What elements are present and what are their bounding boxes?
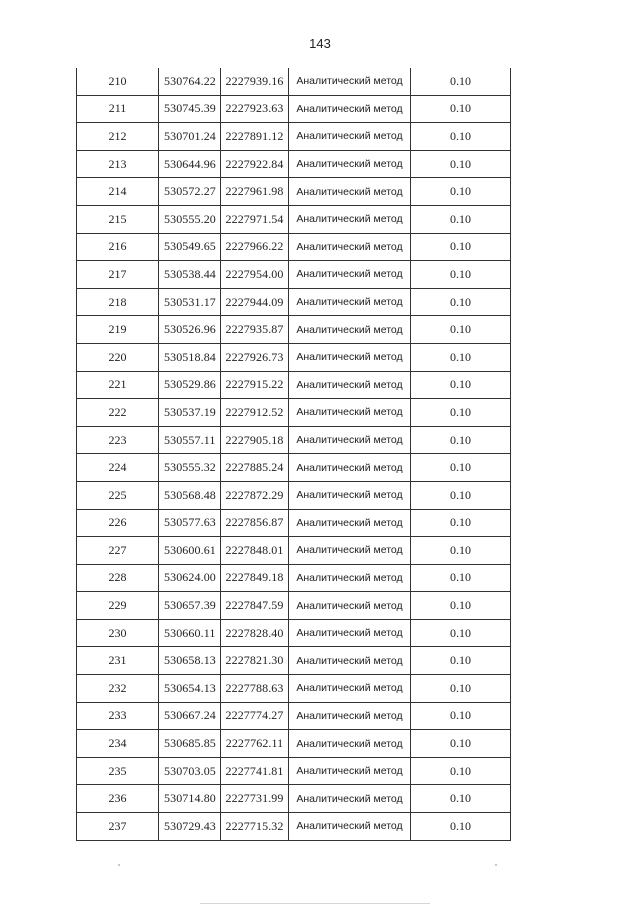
precision-cell: 0.10 — [411, 205, 511, 233]
y-coordinate-cell: 2227939.16 — [221, 68, 289, 95]
table-row — [77, 537, 511, 565]
point-number-cell: 226 — [77, 509, 159, 537]
y-coordinate-cell: 2227872.29 — [221, 481, 289, 509]
x-coordinate-cell: 530557.11 — [159, 426, 221, 454]
y-coordinate-cell: 2227847.59 — [221, 592, 289, 620]
method-cell: Аналитический метод — [289, 730, 411, 758]
precision-cell: 0.10 — [411, 399, 511, 427]
x-coordinate-cell: 530685.85 — [159, 730, 221, 758]
y-coordinate-cell: 2227762.11 — [221, 730, 289, 758]
method-cell: Аналитический метод — [289, 592, 411, 620]
y-coordinate-cell: 2227944.09 — [221, 288, 289, 316]
x-coordinate-cell: 530701.24 — [159, 123, 221, 151]
method-cell: Аналитический метод — [289, 647, 411, 675]
precision-cell: 0.10 — [411, 233, 511, 261]
table-row — [77, 619, 511, 647]
y-coordinate-cell: 2227885.24 — [221, 454, 289, 482]
point-number-cell: 210 — [77, 68, 159, 95]
table-row — [77, 233, 511, 261]
point-number-cell: 229 — [77, 592, 159, 620]
method-cell: Аналитический метод — [289, 123, 411, 151]
scan-artifact-dot — [118, 864, 120, 866]
x-coordinate-cell: 530654.13 — [159, 675, 221, 703]
table-row — [77, 371, 511, 399]
table-row — [77, 509, 511, 537]
point-number-cell: 224 — [77, 454, 159, 482]
table-row — [77, 730, 511, 758]
y-coordinate-cell: 2227935.87 — [221, 316, 289, 344]
point-number-cell: 232 — [77, 675, 159, 703]
point-number-cell: 236 — [77, 785, 159, 813]
x-coordinate-cell: 530703.05 — [159, 757, 221, 785]
y-coordinate-cell: 2227922.84 — [221, 150, 289, 178]
table-row — [77, 813, 511, 841]
x-coordinate-cell: 530657.39 — [159, 592, 221, 620]
precision-cell: 0.10 — [411, 68, 511, 95]
method-cell: Аналитический метод — [289, 509, 411, 537]
y-coordinate-cell: 2227926.73 — [221, 343, 289, 371]
method-cell: Аналитический метод — [289, 95, 411, 123]
precision-cell: 0.10 — [411, 343, 511, 371]
y-coordinate-cell: 2227891.12 — [221, 123, 289, 151]
x-coordinate-cell: 530555.20 — [159, 205, 221, 233]
precision-cell: 0.10 — [411, 509, 511, 537]
precision-cell: 0.10 — [411, 481, 511, 509]
method-cell: Аналитический метод — [289, 233, 411, 261]
precision-cell: 0.10 — [411, 537, 511, 565]
method-cell: Аналитический метод — [289, 205, 411, 233]
precision-cell: 0.10 — [411, 261, 511, 289]
y-coordinate-cell: 2227905.18 — [221, 426, 289, 454]
x-coordinate-cell: 530526.96 — [159, 316, 221, 344]
precision-cell: 0.10 — [411, 675, 511, 703]
x-coordinate-cell: 530537.19 — [159, 399, 221, 427]
table-row — [77, 454, 511, 482]
precision-cell: 0.10 — [411, 813, 511, 841]
table-row — [77, 150, 511, 178]
method-cell: Аналитический метод — [289, 454, 411, 482]
y-coordinate-cell: 2227848.01 — [221, 537, 289, 565]
precision-cell: 0.10 — [411, 564, 511, 592]
x-coordinate-cell: 530568.48 — [159, 481, 221, 509]
table-row — [77, 95, 511, 123]
y-coordinate-cell: 2227971.54 — [221, 205, 289, 233]
coordinates-table — [76, 68, 511, 841]
precision-cell: 0.10 — [411, 371, 511, 399]
precision-cell: 0.10 — [411, 647, 511, 675]
table-row — [77, 316, 511, 344]
point-number-cell: 231 — [77, 647, 159, 675]
method-cell: Аналитический метод — [289, 426, 411, 454]
table-row — [77, 288, 511, 316]
table-row — [77, 261, 511, 289]
x-coordinate-cell: 530667.24 — [159, 702, 221, 730]
y-coordinate-cell: 2227788.63 — [221, 675, 289, 703]
method-cell: Аналитический метод — [289, 399, 411, 427]
coordinates-table-body — [77, 68, 511, 840]
point-number-cell: 213 — [77, 150, 159, 178]
page-number: 143 — [309, 36, 331, 51]
point-number-cell: 219 — [77, 316, 159, 344]
method-cell: Аналитический метод — [289, 619, 411, 647]
table-row — [77, 785, 511, 813]
precision-cell: 0.10 — [411, 619, 511, 647]
table-row — [77, 757, 511, 785]
precision-cell: 0.10 — [411, 288, 511, 316]
precision-cell: 0.10 — [411, 592, 511, 620]
table-row — [77, 481, 511, 509]
point-number-cell: 233 — [77, 702, 159, 730]
method-cell: Аналитический метод — [289, 564, 411, 592]
precision-cell: 0.10 — [411, 785, 511, 813]
x-coordinate-cell: 530577.63 — [159, 509, 221, 537]
precision-cell: 0.10 — [411, 426, 511, 454]
precision-cell: 0.10 — [411, 95, 511, 123]
y-coordinate-cell: 2227961.98 — [221, 178, 289, 206]
point-number-cell: 223 — [77, 426, 159, 454]
table-row — [77, 647, 511, 675]
scan-artifact-dot — [495, 864, 497, 866]
point-number-cell: 235 — [77, 757, 159, 785]
x-coordinate-cell: 530555.32 — [159, 454, 221, 482]
table-row — [77, 564, 511, 592]
precision-cell: 0.10 — [411, 702, 511, 730]
y-coordinate-cell: 2227715.32 — [221, 813, 289, 841]
method-cell: Аналитический метод — [289, 178, 411, 206]
precision-cell: 0.10 — [411, 178, 511, 206]
method-cell: Аналитический метод — [289, 537, 411, 565]
x-coordinate-cell: 530518.84 — [159, 343, 221, 371]
y-coordinate-cell: 2227954.00 — [221, 261, 289, 289]
method-cell: Аналитический метод — [289, 371, 411, 399]
point-number-cell: 218 — [77, 288, 159, 316]
y-coordinate-cell: 2227821.30 — [221, 647, 289, 675]
x-coordinate-cell: 530764.22 — [159, 68, 221, 95]
precision-cell: 0.10 — [411, 454, 511, 482]
method-cell: Аналитический метод — [289, 343, 411, 371]
point-number-cell: 215 — [77, 205, 159, 233]
x-coordinate-cell: 530624.00 — [159, 564, 221, 592]
table-row — [77, 426, 511, 454]
y-coordinate-cell: 2227828.40 — [221, 619, 289, 647]
table-row — [77, 592, 511, 620]
x-coordinate-cell: 530729.43 — [159, 813, 221, 841]
point-number-cell: 214 — [77, 178, 159, 206]
table-row — [77, 399, 511, 427]
x-coordinate-cell: 530529.86 — [159, 371, 221, 399]
precision-cell: 0.10 — [411, 757, 511, 785]
x-coordinate-cell: 530538.44 — [159, 261, 221, 289]
point-number-cell: 228 — [77, 564, 159, 592]
method-cell: Аналитический метод — [289, 150, 411, 178]
x-coordinate-cell: 530531.17 — [159, 288, 221, 316]
precision-cell: 0.10 — [411, 123, 511, 151]
method-cell: Аналитический метод — [289, 288, 411, 316]
y-coordinate-cell: 2227741.81 — [221, 757, 289, 785]
method-cell: Аналитический метод — [289, 68, 411, 95]
y-coordinate-cell: 2227912.52 — [221, 399, 289, 427]
table-row — [77, 68, 511, 95]
method-cell: Аналитический метод — [289, 481, 411, 509]
precision-cell: 0.10 — [411, 150, 511, 178]
table-row — [77, 205, 511, 233]
point-number-cell: 225 — [77, 481, 159, 509]
table-row — [77, 178, 511, 206]
method-cell: Аналитический метод — [289, 675, 411, 703]
scan-artifact-line — [200, 903, 430, 904]
method-cell: Аналитический метод — [289, 316, 411, 344]
method-cell: Аналитический метод — [289, 757, 411, 785]
x-coordinate-cell: 530660.11 — [159, 619, 221, 647]
y-coordinate-cell: 2227849.18 — [221, 564, 289, 592]
point-number-cell: 212 — [77, 123, 159, 151]
table-row — [77, 702, 511, 730]
table-row — [77, 123, 511, 151]
point-number-cell: 234 — [77, 730, 159, 758]
point-number-cell: 237 — [77, 813, 159, 841]
method-cell: Аналитический метод — [289, 813, 411, 841]
table-row — [77, 675, 511, 703]
point-number-cell: 217 — [77, 261, 159, 289]
point-number-cell: 227 — [77, 537, 159, 565]
x-coordinate-cell: 530600.61 — [159, 537, 221, 565]
point-number-cell: 221 — [77, 371, 159, 399]
point-number-cell: 211 — [77, 95, 159, 123]
x-coordinate-cell: 530644.96 — [159, 150, 221, 178]
point-number-cell: 222 — [77, 399, 159, 427]
x-coordinate-cell: 530745.39 — [159, 95, 221, 123]
x-coordinate-cell: 530714.80 — [159, 785, 221, 813]
method-cell: Аналитический метод — [289, 702, 411, 730]
y-coordinate-cell: 2227774.27 — [221, 702, 289, 730]
precision-cell: 0.10 — [411, 730, 511, 758]
point-number-cell: 216 — [77, 233, 159, 261]
point-number-cell: 230 — [77, 619, 159, 647]
point-number-cell: 220 — [77, 343, 159, 371]
y-coordinate-cell: 2227731.99 — [221, 785, 289, 813]
table-row — [77, 343, 511, 371]
y-coordinate-cell: 2227923.63 — [221, 95, 289, 123]
y-coordinate-cell: 2227966.22 — [221, 233, 289, 261]
method-cell: Аналитический метод — [289, 785, 411, 813]
method-cell: Аналитический метод — [289, 261, 411, 289]
precision-cell: 0.10 — [411, 316, 511, 344]
y-coordinate-cell: 2227856.87 — [221, 509, 289, 537]
y-coordinate-cell: 2227915.22 — [221, 371, 289, 399]
x-coordinate-cell: 530549.65 — [159, 233, 221, 261]
x-coordinate-cell: 530658.13 — [159, 647, 221, 675]
x-coordinate-cell: 530572.27 — [159, 178, 221, 206]
